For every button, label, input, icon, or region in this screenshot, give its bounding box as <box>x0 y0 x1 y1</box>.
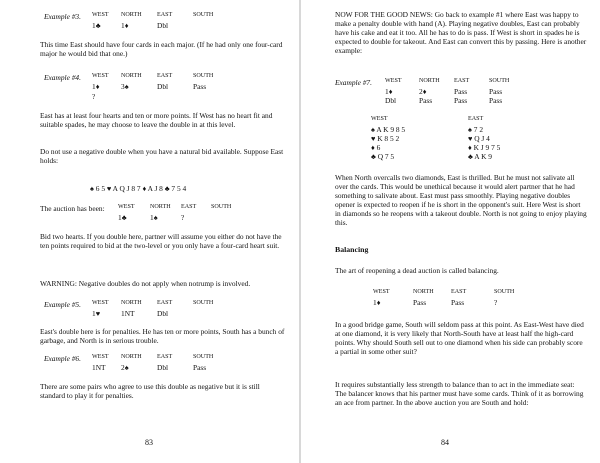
ex7-r1-east: Pass <box>454 87 468 96</box>
auction-call-east: ? <box>181 213 185 222</box>
example-4-label: Example #4. <box>44 73 81 82</box>
page-number-right: 84 <box>441 438 449 447</box>
auction-call-west: 1♣ <box>118 213 127 222</box>
paragraph-ex6: There are some pairs who agree to use this double as negative but it is still standard to play it for penalties. <box>40 382 260 401</box>
page-number-left: 83 <box>145 438 153 447</box>
ex3-header-north: NORTH <box>121 12 142 18</box>
ex3-call-west: 1♣ <box>92 21 101 30</box>
ex4-header-east: EAST <box>157 73 173 79</box>
left-page <box>0 0 299 463</box>
ex7-header-south: SOUTH <box>489 78 510 84</box>
paragraph-ex3: This time East should have four cards in each major. (If he had only one four-card major he would bid that one.) <box>40 40 283 59</box>
paragraph-east-thrilled: When North overcalls two diamonds, East is thrilled. But he must not salivate all over the cards. This would be unethical because it would alert partner that he had something to salivate about. East must pass smoothly. Playing negative doubles opener is expected to reopen if he is short in the opponent's suit. Here West is short in diamonds so he reopens with a takeout double. North is not going to enjoy playing this. <box>335 173 587 228</box>
ex3-header-west: WEST <box>92 12 109 18</box>
right-page <box>301 0 600 463</box>
paragraph-less-strength: It requires substantially less strength to balance than to act in the immediate seat: The balancer knows that his partner must have some cards. Think of it as borrowing an ace from partner. In the above auction you are South and hold: <box>335 380 584 408</box>
ex6-call-east: Dbl <box>157 363 169 372</box>
ex5-call-west: 1♥ <box>92 309 101 318</box>
bal-call-north: Pass <box>413 298 427 307</box>
bal-header-south: SOUTH <box>494 289 515 295</box>
bal-call-east: Pass <box>451 298 465 307</box>
ex6-header-east: EAST <box>157 354 173 360</box>
bal-header-east: EAST <box>451 289 467 295</box>
example-3-label: Example #3. <box>44 12 81 21</box>
example-7-label: Example #7. <box>335 78 372 87</box>
heading-balancing: Balancing <box>335 245 369 254</box>
west-hearts: ♥ K 8 5 2 <box>371 134 400 143</box>
ex3-call-north: 1♦ <box>121 21 129 30</box>
ex7-r2-north: Pass <box>419 96 433 105</box>
hands-east-label: EAST <box>468 116 484 122</box>
paragraph-good-bridge-game: In a good bridge game, South will seldom pass at this point. As East-West have died at one diamond, it is very likely that North-South have at least half the high-card points. Why should South sell out to one diamond when his side can probably score a partial in some other suit? <box>335 320 584 357</box>
ex3-call-east: Dbl <box>157 21 169 30</box>
ex6-header-west: WEST <box>92 354 109 360</box>
paragraph-ex5: East's double here is for penalties. He has ten or more points, South has a bunch of garbage, and North is in serious trouble. <box>40 327 285 346</box>
auction-header-east: EAST <box>181 204 197 210</box>
auction-lead: The auction has been: <box>40 204 105 213</box>
east-hearts: ♥ Q J 4 <box>468 134 490 143</box>
ex5-header-east: EAST <box>157 300 173 306</box>
east-clubs: ♣ A K 9 <box>468 152 492 161</box>
paragraph-good-news: NOW FOR THE GOOD NEWS: Go back to example #1 where East was happy to make a penalty double with hand (A). Playing negative doubles, East can probably have his cake and eat it too. All he has to do is pass. If West is short in spades he is expected to double for takeout. And East can convert this by passing. Here is another example: <box>335 10 587 56</box>
ex4-call-west-2: ? <box>92 92 96 101</box>
auction-header-south: SOUTH <box>211 204 232 210</box>
ex4-header-south: SOUTH <box>193 73 214 79</box>
auction-header-west: WEST <box>118 204 135 210</box>
ex5-call-east: Dbl <box>157 309 169 318</box>
ex5-call-north: 1NT <box>121 309 135 318</box>
bal-call-west: 1♦ <box>373 298 381 307</box>
auction-header-north: NORTH <box>150 204 171 210</box>
bal-header-north: NORTH <box>413 289 434 295</box>
west-diamonds: ♦ 6 <box>371 143 381 152</box>
ex6-call-south: Pass <box>193 363 207 372</box>
ex7-r2-west: Dbl <box>385 96 397 105</box>
paragraph-warning: WARNING: Negative doubles do not apply when notrump is involved. <box>40 279 251 288</box>
example-6-label: Example #6. <box>44 354 81 363</box>
auction-call-north: 1♠ <box>150 213 158 222</box>
west-spades: ♠ A K 9 8 5 <box>371 125 406 134</box>
ex4-call-east: Dbl <box>157 82 169 91</box>
ex7-header-east: EAST <box>454 78 470 84</box>
ex6-call-west: 1NT <box>92 363 106 372</box>
ex6-header-north: NORTH <box>121 354 142 360</box>
paragraph-art-of-reopening: The art of reopening a dead auction is called balancing. <box>335 266 499 275</box>
paragraph-ex4: East has at least four hearts and ten or more points. If West has no heart fit and suitable spades, he may choose to leave the double in at this level. <box>40 111 273 130</box>
ex6-call-north: 2♠ <box>121 363 129 372</box>
bal-header-west: WEST <box>373 289 390 295</box>
east-hand: ♠ 6 5 ♥ A Q J 8 7 ♦ A J 8 ♣ 7 5 4 <box>90 184 187 193</box>
ex5-header-west: WEST <box>92 300 109 306</box>
ex5-header-south: SOUTH <box>193 300 214 306</box>
ex7-r2-south: Pass <box>489 96 503 105</box>
ex4-call-west: 1♦ <box>92 82 100 91</box>
ex7-r1-north: 2♦ <box>419 87 427 96</box>
ex7-r1-south: Pass <box>489 87 503 96</box>
ex7-header-west: WEST <box>385 78 402 84</box>
ex7-r2-east: Pass <box>454 96 468 105</box>
ex7-header-north: NORTH <box>419 78 440 84</box>
ex6-header-south: SOUTH <box>193 354 214 360</box>
ex3-header-south: SOUTH <box>193 12 214 18</box>
example-5-label: Example #5. <box>44 300 81 309</box>
west-clubs: ♣ Q 7 5 <box>371 152 395 161</box>
east-diamonds: ♦ K J 9 7 5 <box>468 143 501 152</box>
ex4-header-north: NORTH <box>121 73 142 79</box>
ex4-call-south: Pass <box>193 82 207 91</box>
paragraph-natural-bid: Do not use a negative double when you have a natural bid available. Suppose East holds: <box>40 147 284 166</box>
ex4-call-north: 3♠ <box>121 82 129 91</box>
ex3-header-east: EAST <box>157 12 173 18</box>
east-spades: ♠ 7 2 <box>468 125 484 134</box>
ex4-header-west: WEST <box>92 73 109 79</box>
ex7-r1-west: 1♦ <box>385 87 393 96</box>
bal-call-south: ? <box>494 298 498 307</box>
paragraph-bid-two-hearts: Bid two hearts. If you double here, partner will assume you either do not have the ten points required to bid at the two-level or you only have a four-card heart suit. <box>40 232 282 251</box>
ex5-header-north: NORTH <box>121 300 142 306</box>
hands-west-label: WEST <box>371 116 388 122</box>
